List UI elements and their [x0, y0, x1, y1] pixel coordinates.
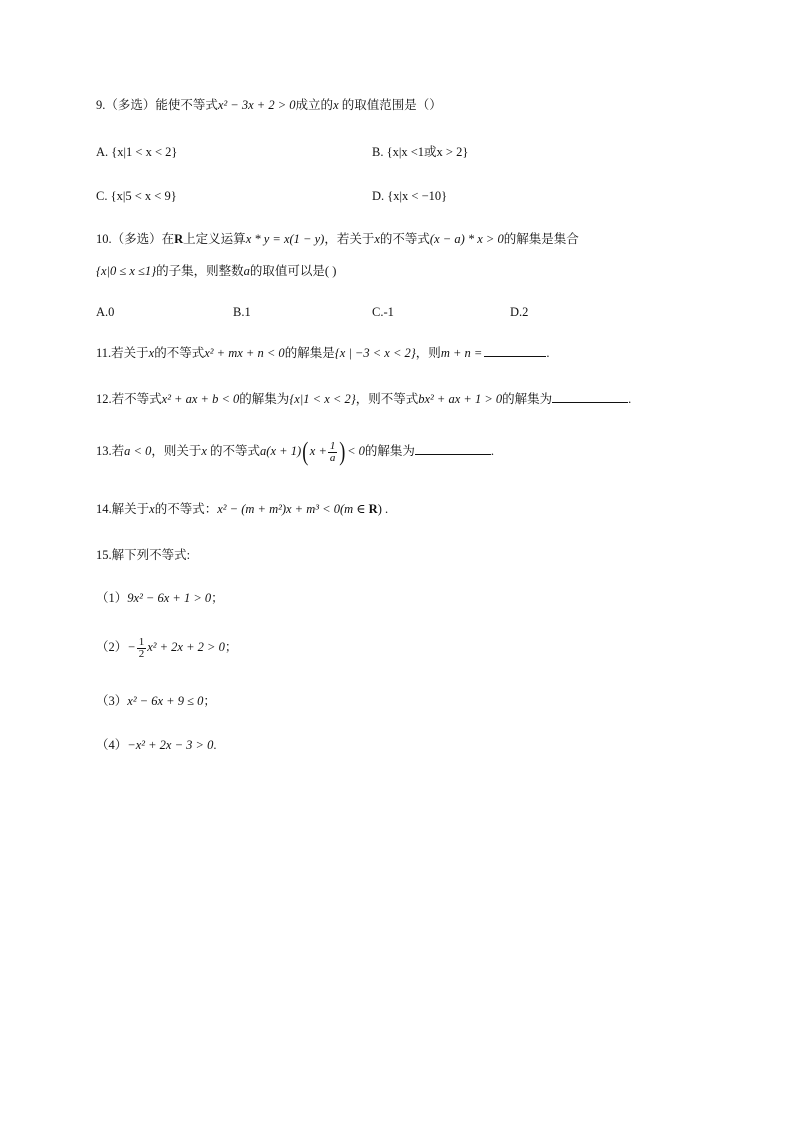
q9-suffix: 的取值范围是（）	[338, 98, 442, 112]
q12-text-c: 的解集为	[502, 392, 553, 406]
q10-real-set: R	[174, 232, 184, 246]
q11-end: .	[546, 346, 550, 360]
q10-text-c: ，若关于	[324, 232, 375, 246]
q15-item-3	[96, 692, 216, 710]
q10-text-d: 的不等式	[379, 232, 430, 246]
q10-option-b: B.1	[233, 305, 251, 319]
q15-item-2	[96, 632, 237, 662]
q12-expr-2: bx² + ax + 1 > 0	[418, 392, 503, 406]
q15-item-4-expr: −x² + 2x − 3 > 0	[127, 738, 214, 752]
q13-var: x	[201, 444, 207, 458]
q10-operation: x * y = x(1 − y)	[245, 232, 325, 246]
q14-prefix: 14.解关于	[96, 502, 150, 516]
q9-option-a: A. {x|1 < x < 2}	[96, 145, 178, 159]
q11-ask: m + n =	[440, 346, 483, 360]
q10-text-g: 的取值可以是( )	[249, 264, 337, 278]
question-11	[96, 344, 549, 362]
q9-mid: 成立的	[295, 98, 334, 112]
q12-set: {x|1 < x < 2}	[289, 392, 356, 406]
q15-item-4	[96, 736, 216, 754]
q15-item-1-label: （1）	[96, 591, 128, 605]
q11-text-c: ，则	[415, 346, 441, 360]
q15-item-3-expr: x² − 6x + 9 ≤ 0	[127, 694, 204, 708]
q13-text-c: 的解集为	[364, 444, 415, 458]
q10-var-x: x	[374, 232, 380, 246]
q11-text-b: 的解集是	[284, 346, 335, 360]
q9-option-d: D. {x|x < −10}	[372, 189, 448, 203]
q10-text-e: 的解集是集合	[503, 232, 579, 246]
q12-answer-blank[interactable]	[552, 392, 628, 403]
q13-answer-blank[interactable]	[415, 444, 491, 455]
q11-prefix: 11.若关于	[96, 346, 149, 360]
question-15-title: 15.解下列不等式:	[96, 548, 191, 562]
q10-option-d: D.2	[510, 305, 529, 319]
q15-item-2-label: （2）	[96, 640, 128, 654]
q13-condition: a < 0	[124, 444, 152, 458]
q15-item-2-end: ；	[224, 640, 238, 654]
q15-item-2-frac-num: 1	[138, 635, 145, 648]
q10-text-a: 10.（多选）在	[96, 232, 175, 246]
q15-item-2-expr: x² + 2x + 2 > 0	[147, 640, 225, 654]
q14-end: ) .	[377, 502, 389, 516]
question-10-line-2	[96, 262, 336, 280]
question-13	[96, 436, 494, 466]
q9-var: x	[333, 98, 339, 112]
q9-option-c: C. {x|5 < x < 9}	[96, 189, 177, 203]
q13-left-paren: (	[302, 437, 309, 467]
q13-right-paren: )	[339, 437, 346, 467]
q15-item-4-label: （4）	[96, 738, 128, 752]
q14-var: x	[149, 502, 155, 516]
q13-text-a: ，则关于	[151, 444, 202, 458]
q13-text-b: 的不等式	[206, 444, 261, 458]
q10-text-b: 上定义运算	[183, 232, 246, 246]
q15-item-1-end: ；	[211, 591, 224, 605]
q13-end: .	[490, 444, 495, 458]
q10-inequality: (x − a) * x > 0	[429, 232, 504, 246]
q10-option-a: A.0	[96, 305, 115, 319]
q11-set: {x | −3 < x < 2}	[334, 346, 416, 360]
q15-item-2-sign: −	[127, 640, 136, 654]
q11-var: x	[148, 346, 155, 360]
q13-frac-num: 1	[329, 439, 336, 452]
question-10-line-1	[96, 230, 579, 248]
q13-prefix: 13.若	[96, 444, 125, 458]
q13-frac-den: a	[329, 451, 336, 464]
q11-answer-blank[interactable]	[484, 346, 546, 357]
q9-option-b: B. {x|x <1或x > 2}	[372, 145, 469, 159]
q11-text-a: 的不等式	[154, 346, 205, 360]
q15-item-3-label: （3）	[96, 694, 128, 708]
q15-item-1	[96, 589, 224, 607]
question-14	[96, 500, 388, 518]
q12-expr-1: x² + ax + b < 0	[161, 392, 240, 406]
q9-expr: x² − 3x + 2 > 0	[217, 98, 296, 112]
q11-expr: x² + mx + n < 0	[204, 346, 285, 360]
q15-item-3-end: ；	[203, 694, 216, 708]
q15-item-2-frac-den: 2	[138, 647, 145, 660]
q13-expr-end: < 0	[347, 444, 365, 458]
q10-var-a: a	[243, 264, 250, 278]
q9-prefix: 9.（多选）能使不等式	[96, 98, 218, 112]
q14-real-set: R	[368, 502, 378, 516]
q13-fraction	[328, 441, 338, 464]
q10-option-c: C.-1	[372, 305, 394, 319]
q15-item-4-end: .	[213, 738, 217, 752]
question-12	[96, 390, 631, 408]
q15-item-2-fraction	[137, 637, 147, 660]
q10-text-f: 的子集，则整数	[156, 264, 244, 278]
q12-end: .	[628, 392, 632, 406]
q13-expr-a: a(x + 1)	[260, 444, 302, 458]
q15-item-1-expr: 9x² − 6x + 1 > 0	[127, 591, 212, 605]
q14-expr: x² − (m + m²)x + m³ < 0(m ∈	[217, 502, 369, 516]
q12-text-a: 的解集为	[239, 392, 290, 406]
q14-text: 的不等式：	[154, 502, 218, 516]
q10-set: {x|0 ≤ x ≤1}	[96, 264, 157, 278]
question-9	[96, 96, 442, 114]
q13-expr-x: x +	[309, 444, 327, 458]
q12-prefix: 12.若不等式	[96, 392, 162, 406]
q12-text-b: ，则不等式	[355, 392, 419, 406]
